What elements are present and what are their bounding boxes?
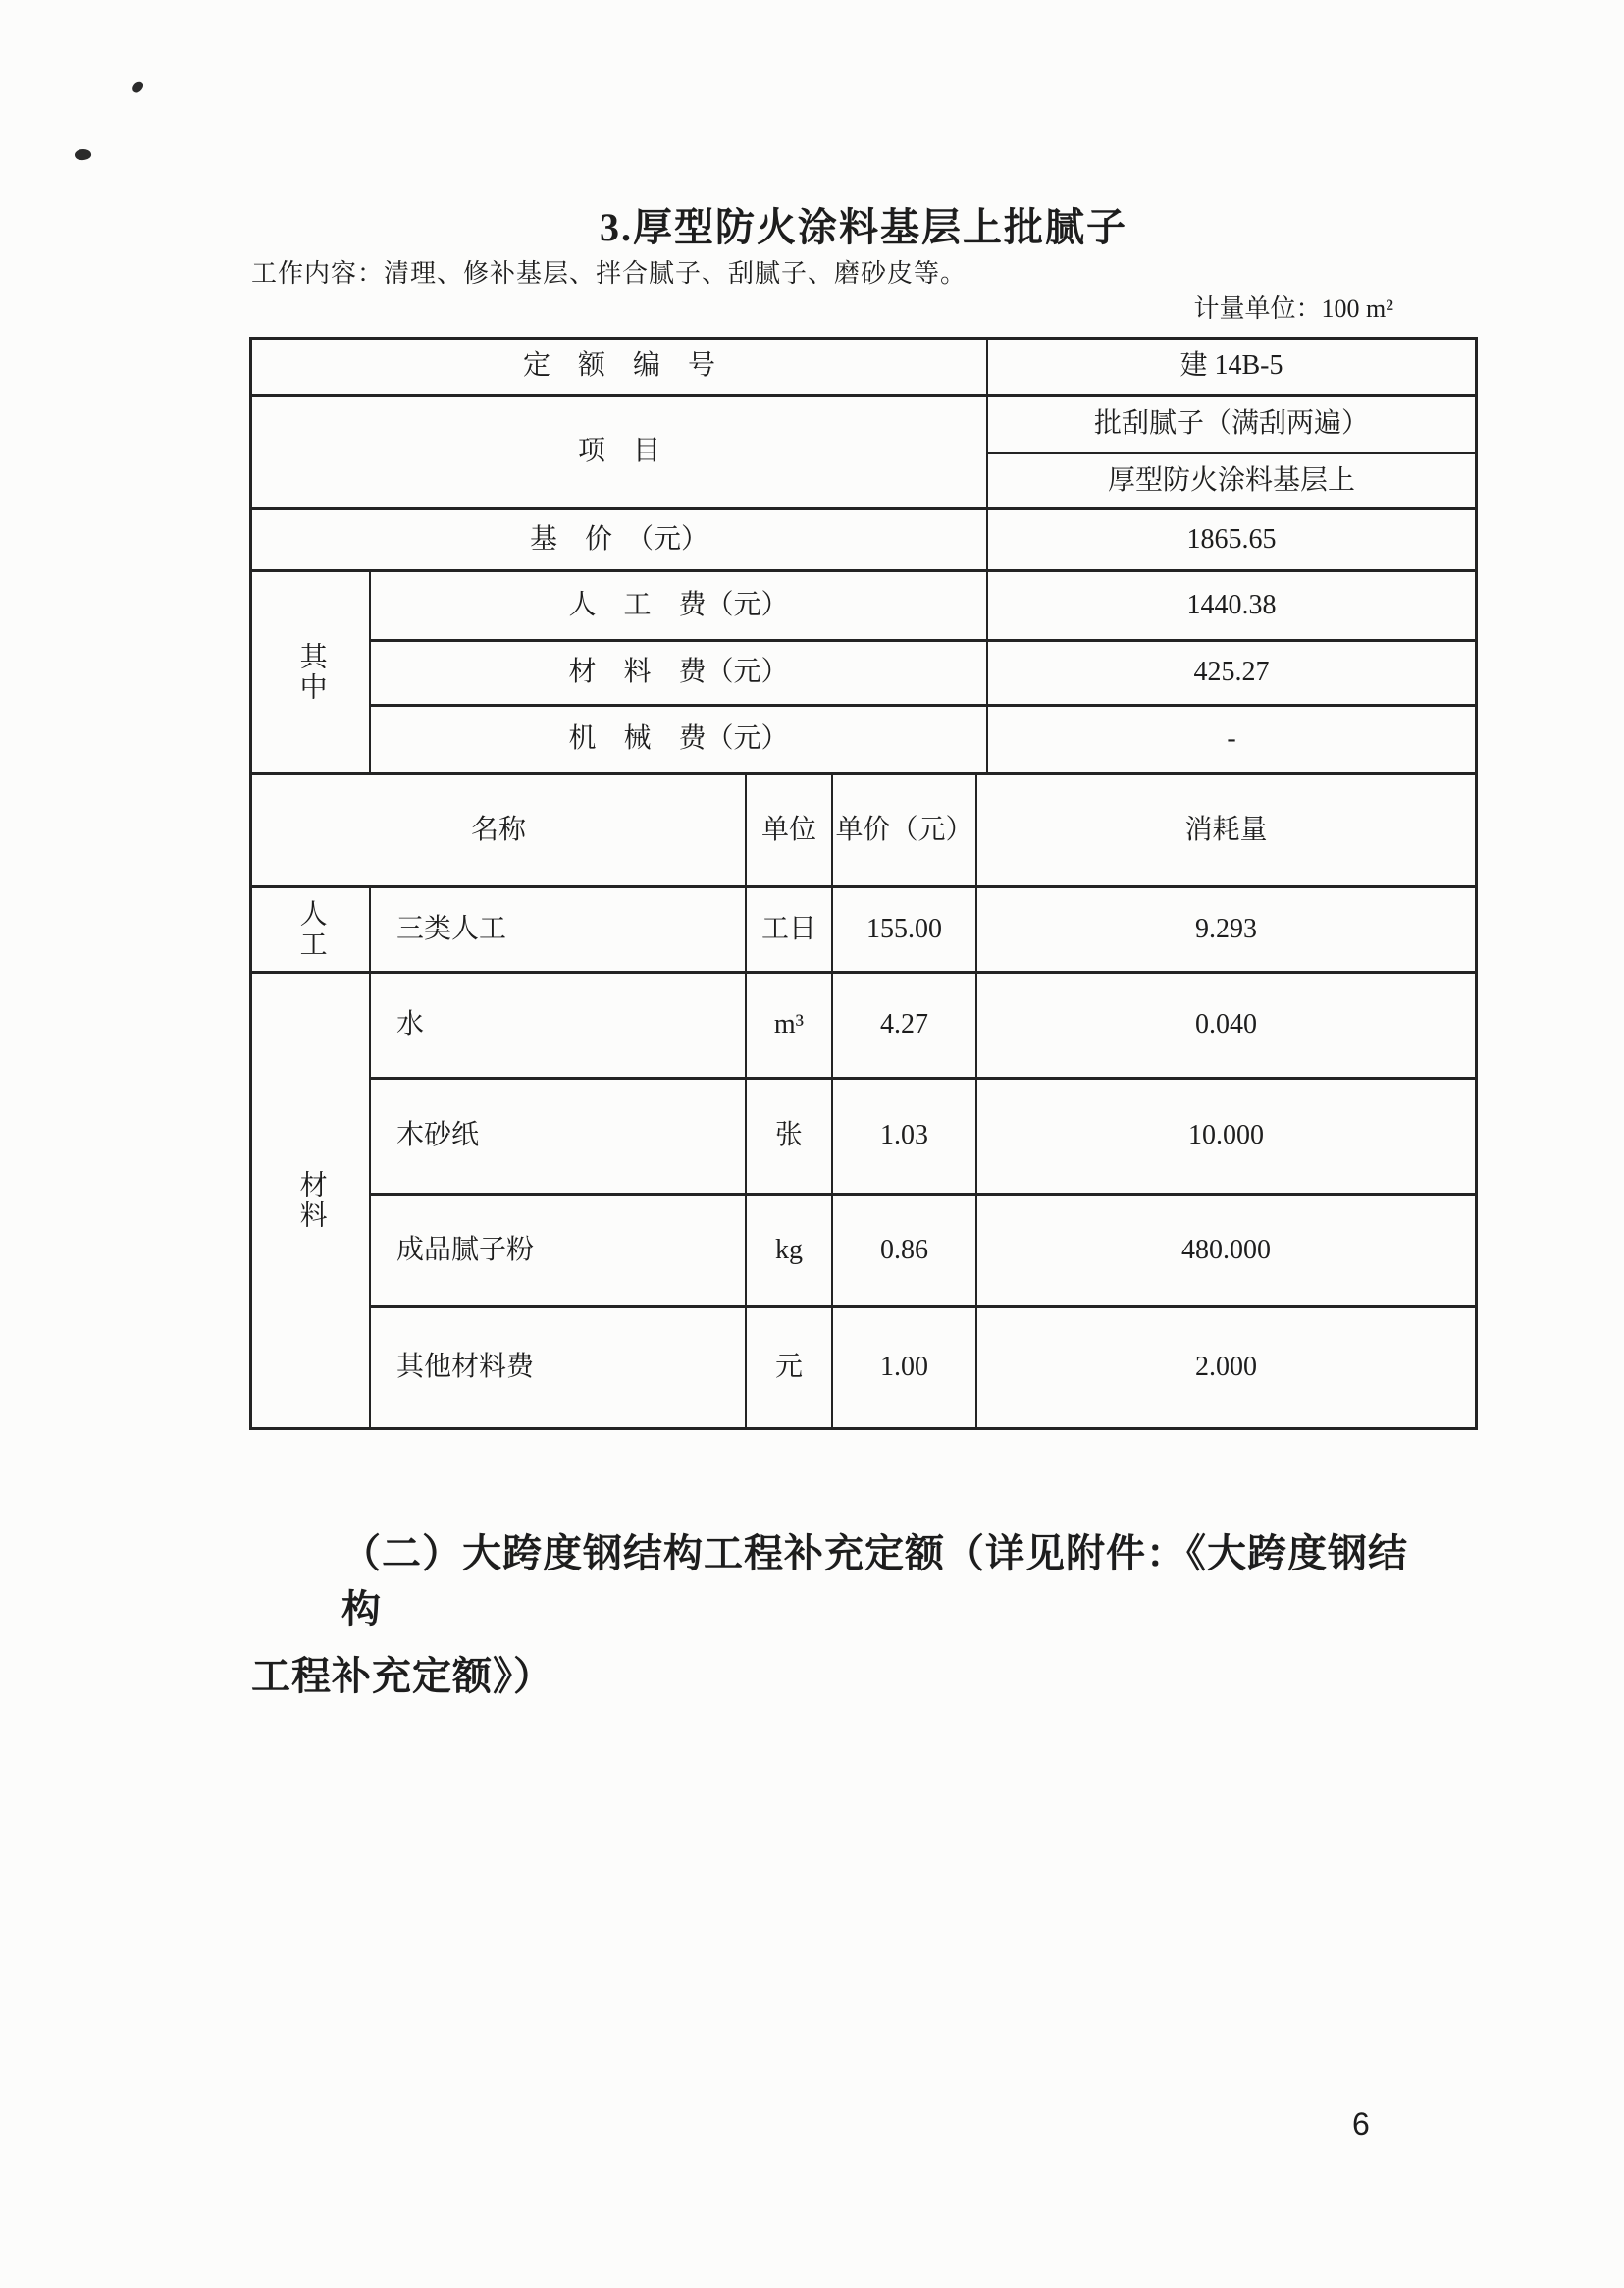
detail-row-price: 1.00 <box>833 1308 977 1427</box>
scan-speck-icon <box>74 148 91 161</box>
detail-row-consumption: 10.000 <box>977 1080 1475 1196</box>
detail-row-unit: 张 <box>747 1080 833 1196</box>
scan-speck-icon <box>131 80 144 95</box>
detail-row-unit: 元 <box>747 1308 833 1427</box>
paragraph-line: （二）大跨度钢结构工程补充定额（详见附件：《大跨度钢结构 <box>341 1531 1408 1631</box>
page-number: 6 <box>1352 2106 1370 2142</box>
base-price-label: 基 价 （元） <box>252 510 988 572</box>
base-price-value: 1865.65 <box>988 510 1475 572</box>
material-group-label: 材料 <box>252 974 371 1427</box>
detail-row-unit: 工日 <box>747 888 833 974</box>
project-label: 项 目 <box>252 397 988 510</box>
detail-row-unit: m³ <box>747 974 833 1080</box>
detail-row-consumption: 0.040 <box>977 974 1475 1080</box>
quota-number-label: 定 额 编 号 <box>252 340 988 397</box>
detail-row-name: 水 <box>371 974 747 1080</box>
detail-row-price: 155.00 <box>833 888 977 974</box>
detail-row-consumption: 480.000 <box>977 1196 1475 1308</box>
measure-unit-note: 计量单位：100 m² <box>1193 294 1393 323</box>
header-name: 名称 <box>252 775 747 888</box>
header-consumption: 消耗量 <box>977 775 1475 888</box>
detail-row-consumption: 2.000 <box>1195 1352 1257 1383</box>
material-cost-value: 425.27 <box>988 642 1475 707</box>
material-cost-label: 材 料 费（元） <box>371 642 988 707</box>
project-value: 厚型防火涂料基层上 <box>988 454 1475 510</box>
detail-row-name: 其他材料费 <box>371 1308 747 1427</box>
quota-summary-table <box>249 337 1478 775</box>
detail-row-unit: kg <box>747 1196 833 1308</box>
machine-cost-value: - <box>1227 723 1236 755</box>
detail-row-name: 三类人工 <box>371 888 747 974</box>
project-value: 批刮腻子（满刮两遍） <box>988 397 1475 454</box>
quota-detail-table <box>249 775 1478 1430</box>
page-title: 3.厚型防火涂料基层上批腻子 <box>600 205 1127 249</box>
header-unit: 单位 <box>747 775 833 888</box>
detail-row-price: 0.86 <box>833 1196 977 1308</box>
section-paragraph <box>251 1531 1429 1720</box>
detail-row-price: 4.27 <box>833 974 977 1080</box>
detail-row-consumption: 9.293 <box>977 888 1475 974</box>
machine-cost-label: 机 械 费（元） <box>371 707 988 772</box>
work-content-note: 工作内容：清理、修补基层、拌合腻子、刮腻子、磨砂皮等。 <box>251 259 968 288</box>
detail-row-name: 成品腻子粉 <box>371 1196 747 1308</box>
among-group-label: 其中 <box>252 572 371 772</box>
detail-row-price: 1.03 <box>833 1080 977 1196</box>
header-unit-price: 单价（元） <box>833 775 977 888</box>
paragraph-line: 工程补充定额》） <box>251 1653 553 1698</box>
detail-row-name: 木砂纸 <box>371 1080 747 1196</box>
labor-cost-label: 人 工 费（元） <box>371 572 988 642</box>
labor-group-label: 人工 <box>252 888 371 974</box>
quota-number-value: 建 14B-5 <box>988 340 1475 397</box>
labor-cost-value: 1440.38 <box>988 572 1475 642</box>
